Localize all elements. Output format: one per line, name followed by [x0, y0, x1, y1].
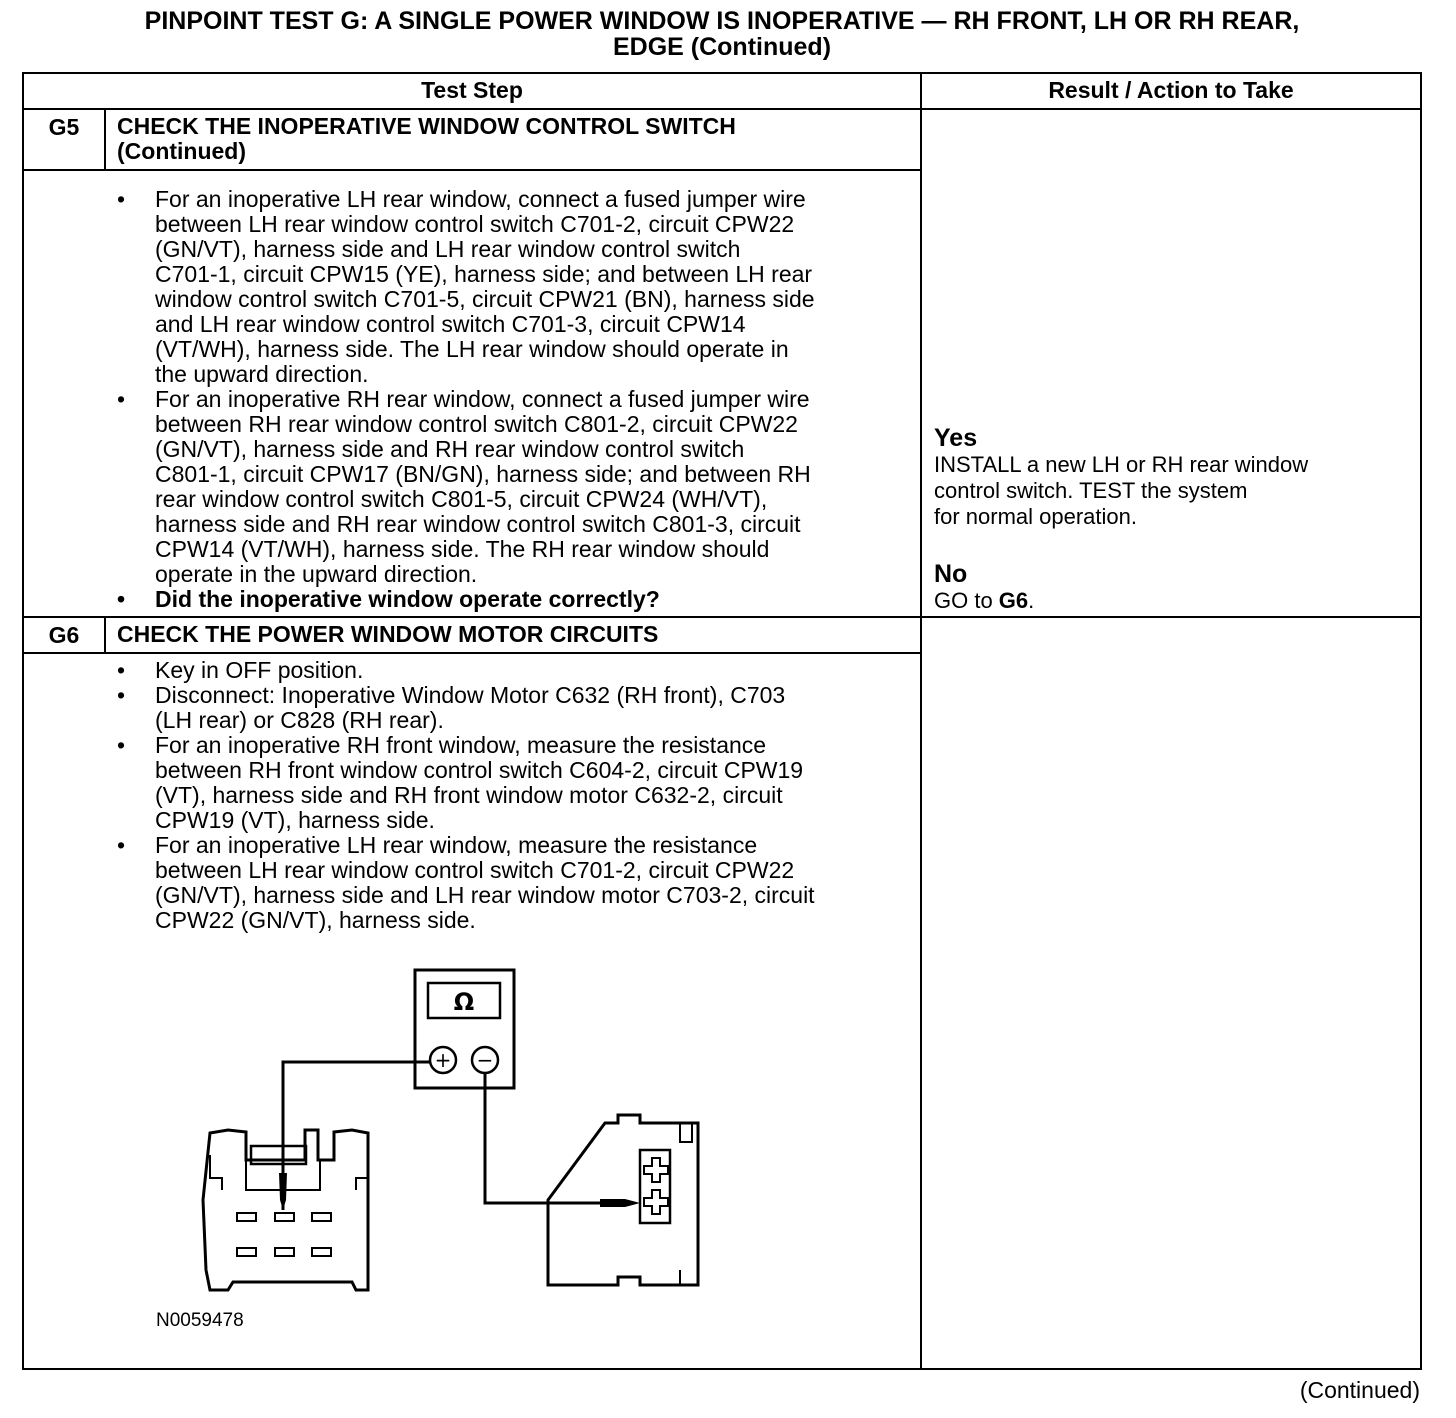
- list-item: [115, 833, 815, 933]
- bullet-dot: •: [117, 386, 126, 412]
- g5-instructions: [115, 187, 815, 612]
- connector-pin: [312, 1213, 331, 1221]
- step-divider: [22, 616, 1422, 618]
- go-to-g6-link[interactable]: G6: [998, 588, 1029, 613]
- g5-result-yes: [934, 424, 1308, 530]
- g5-result-no: [934, 560, 1034, 614]
- text-line: between RH front window control switch C604-2, circuit CPW19: [155, 757, 804, 783]
- bullet-dot: •: [117, 682, 126, 708]
- text-line: For an inoperative LH rear window, measure the resistance: [155, 832, 758, 858]
- header-divider: [22, 108, 1422, 110]
- text-line: (GN/VT), harness side and LH rear window control switch: [155, 236, 741, 262]
- step-title-g5: [117, 114, 736, 164]
- figure-id: N0059478: [156, 1310, 244, 1331]
- step-title-g6-line-1: CHECK THE POWER WINDOW MOTOR CIRCUITS: [117, 621, 659, 647]
- step-id-g5: G5: [48, 114, 80, 140]
- header-test-step: Test Step: [421, 77, 523, 103]
- connector-left-ear: [210, 1155, 222, 1190]
- no-action-prefix: GO to: [934, 588, 999, 613]
- text-line: rear window control switch C801-5, circuit CPW24 (WH/VT),: [155, 486, 768, 512]
- text-line: operate in the upward direction.: [155, 561, 478, 587]
- text-line: CPW14 (VT/WH), harness side. The RH rear window should: [155, 536, 770, 562]
- connector-pin: [275, 1248, 294, 1256]
- text-line: Key in OFF position.: [155, 657, 364, 683]
- plus-symbol: +: [434, 1048, 452, 1072]
- no-label: No: [934, 560, 968, 588]
- list-item: [115, 683, 815, 733]
- no-action-suffix: .: [1028, 588, 1035, 613]
- yes-label: Yes: [934, 424, 978, 452]
- motor-terminal-block: [640, 1150, 670, 1223]
- text-line: between LH rear window control switch C701-2, circuit CPW22: [155, 211, 795, 237]
- motor-connector-notch: [680, 1123, 692, 1142]
- page-title-line-2: EDGE (Continued): [612, 33, 832, 61]
- list-item: [115, 187, 815, 387]
- text-line: CPW22 (GN/VT), harness side.: [155, 907, 476, 933]
- text-line: C801-1, circuit CPW17 (BN/GN), harness side; and between RH: [155, 461, 811, 487]
- text-line: harness side and RH rear window control switch C801-3, circuit: [155, 511, 801, 537]
- connector-pin: [312, 1248, 331, 1256]
- text-line: (GN/VT), harness side and LH rear window motor C703-2, circuit: [155, 882, 815, 908]
- bullet-dot: •: [117, 832, 126, 858]
- minus-symbol: −: [476, 1048, 494, 1072]
- negative-test-lead: [485, 1073, 603, 1203]
- bullet-dot: •: [117, 186, 126, 212]
- text-line: CPW19 (VT), harness side.: [155, 807, 435, 833]
- text-line: (VT), harness side and RH front window motor C632-2, circuit: [155, 782, 783, 808]
- list-item: [115, 733, 815, 833]
- bullet-dot: •: [117, 732, 126, 758]
- continued-label: (Continued): [1299, 1377, 1420, 1403]
- yes-action-line: control switch. TEST the system: [934, 478, 1248, 503]
- switch-connector-outline: [203, 1130, 368, 1290]
- connector-pin: [275, 1213, 294, 1221]
- g5-title-divider: [22, 169, 920, 171]
- motor-terminal: [644, 1190, 668, 1214]
- yes-action-line: for normal operation.: [934, 504, 1137, 529]
- yes-action-line: INSTALL a new LH or RH rear window: [934, 452, 1309, 477]
- connector-pin: [237, 1248, 256, 1256]
- text-line: For an inoperative RH front window, measure the resistance: [155, 732, 767, 758]
- list-item-question: [115, 587, 815, 612]
- column-divider-main: [920, 72, 922, 1370]
- connector-pin: [237, 1213, 256, 1221]
- text-line: window control switch C701-5, circuit CPW21 (BN), harness side: [155, 286, 815, 312]
- text-line: (GN/VT), harness side and RH rear window control switch: [155, 436, 745, 462]
- no-action-line: [934, 588, 1034, 614]
- text-line: (LH rear) or C828 (RH rear).: [155, 707, 444, 733]
- text-line: C701-1, circuit CPW15 (YE), harness side; and between LH rear: [155, 261, 813, 287]
- page-title-line-1: PINPOINT TEST G: A SINGLE POWER WINDOW IS INOPERATIVE — RH FRONT, LH OR RH REAR,: [144, 7, 1300, 35]
- step-id-g6: G6: [48, 622, 80, 648]
- motor-terminal: [644, 1158, 668, 1182]
- list-item: [115, 658, 815, 683]
- step-title-g5-line-2: (Continued): [117, 138, 247, 164]
- text-line: between RH rear window control switch C801-2, circuit CPW22: [155, 411, 798, 437]
- g6-id-divider: [104, 616, 106, 653]
- resistance-measurement-diagram: [150, 960, 770, 1350]
- text-line: Disconnect: Inoperative Window Motor C632 (RH front), C703: [155, 682, 786, 708]
- bullet-dot: •: [117, 586, 126, 612]
- negative-probe-tip: [600, 1199, 640, 1207]
- text-line: and LH rear window control switch C701-3, circuit CPW14: [155, 311, 746, 337]
- g5-id-divider: [104, 108, 106, 170]
- list-item: [115, 387, 815, 587]
- text-line: the upward direction.: [155, 361, 369, 387]
- header-result-action: Result / Action to Take: [1048, 77, 1294, 103]
- connector-right-ear: [356, 1155, 368, 1190]
- step-title-g6: [117, 622, 658, 647]
- step-title-g5-line-1: CHECK THE INOPERATIVE WINDOW CONTROL SWITCH: [117, 113, 736, 139]
- page-title: [22, 8, 1422, 60]
- text-line: (VT/WH), harness side. The LH rear window should operate in: [155, 336, 789, 362]
- bullet-dot: •: [117, 657, 126, 683]
- text-line: between LH rear window control switch C701-2, circuit CPW22: [155, 857, 795, 883]
- text-line: For an inoperative RH rear window, connect a fused jumper wire: [155, 386, 810, 412]
- ohm-symbol: Ω: [453, 988, 475, 1016]
- positive-probe-tip: [279, 1173, 287, 1210]
- text-line: For an inoperative LH rear window, connect a fused jumper wire: [155, 186, 806, 212]
- g6-title-divider: [22, 652, 920, 654]
- g6-instructions: [115, 658, 815, 933]
- text-line: Did the inoperative window operate correctly?: [155, 586, 660, 612]
